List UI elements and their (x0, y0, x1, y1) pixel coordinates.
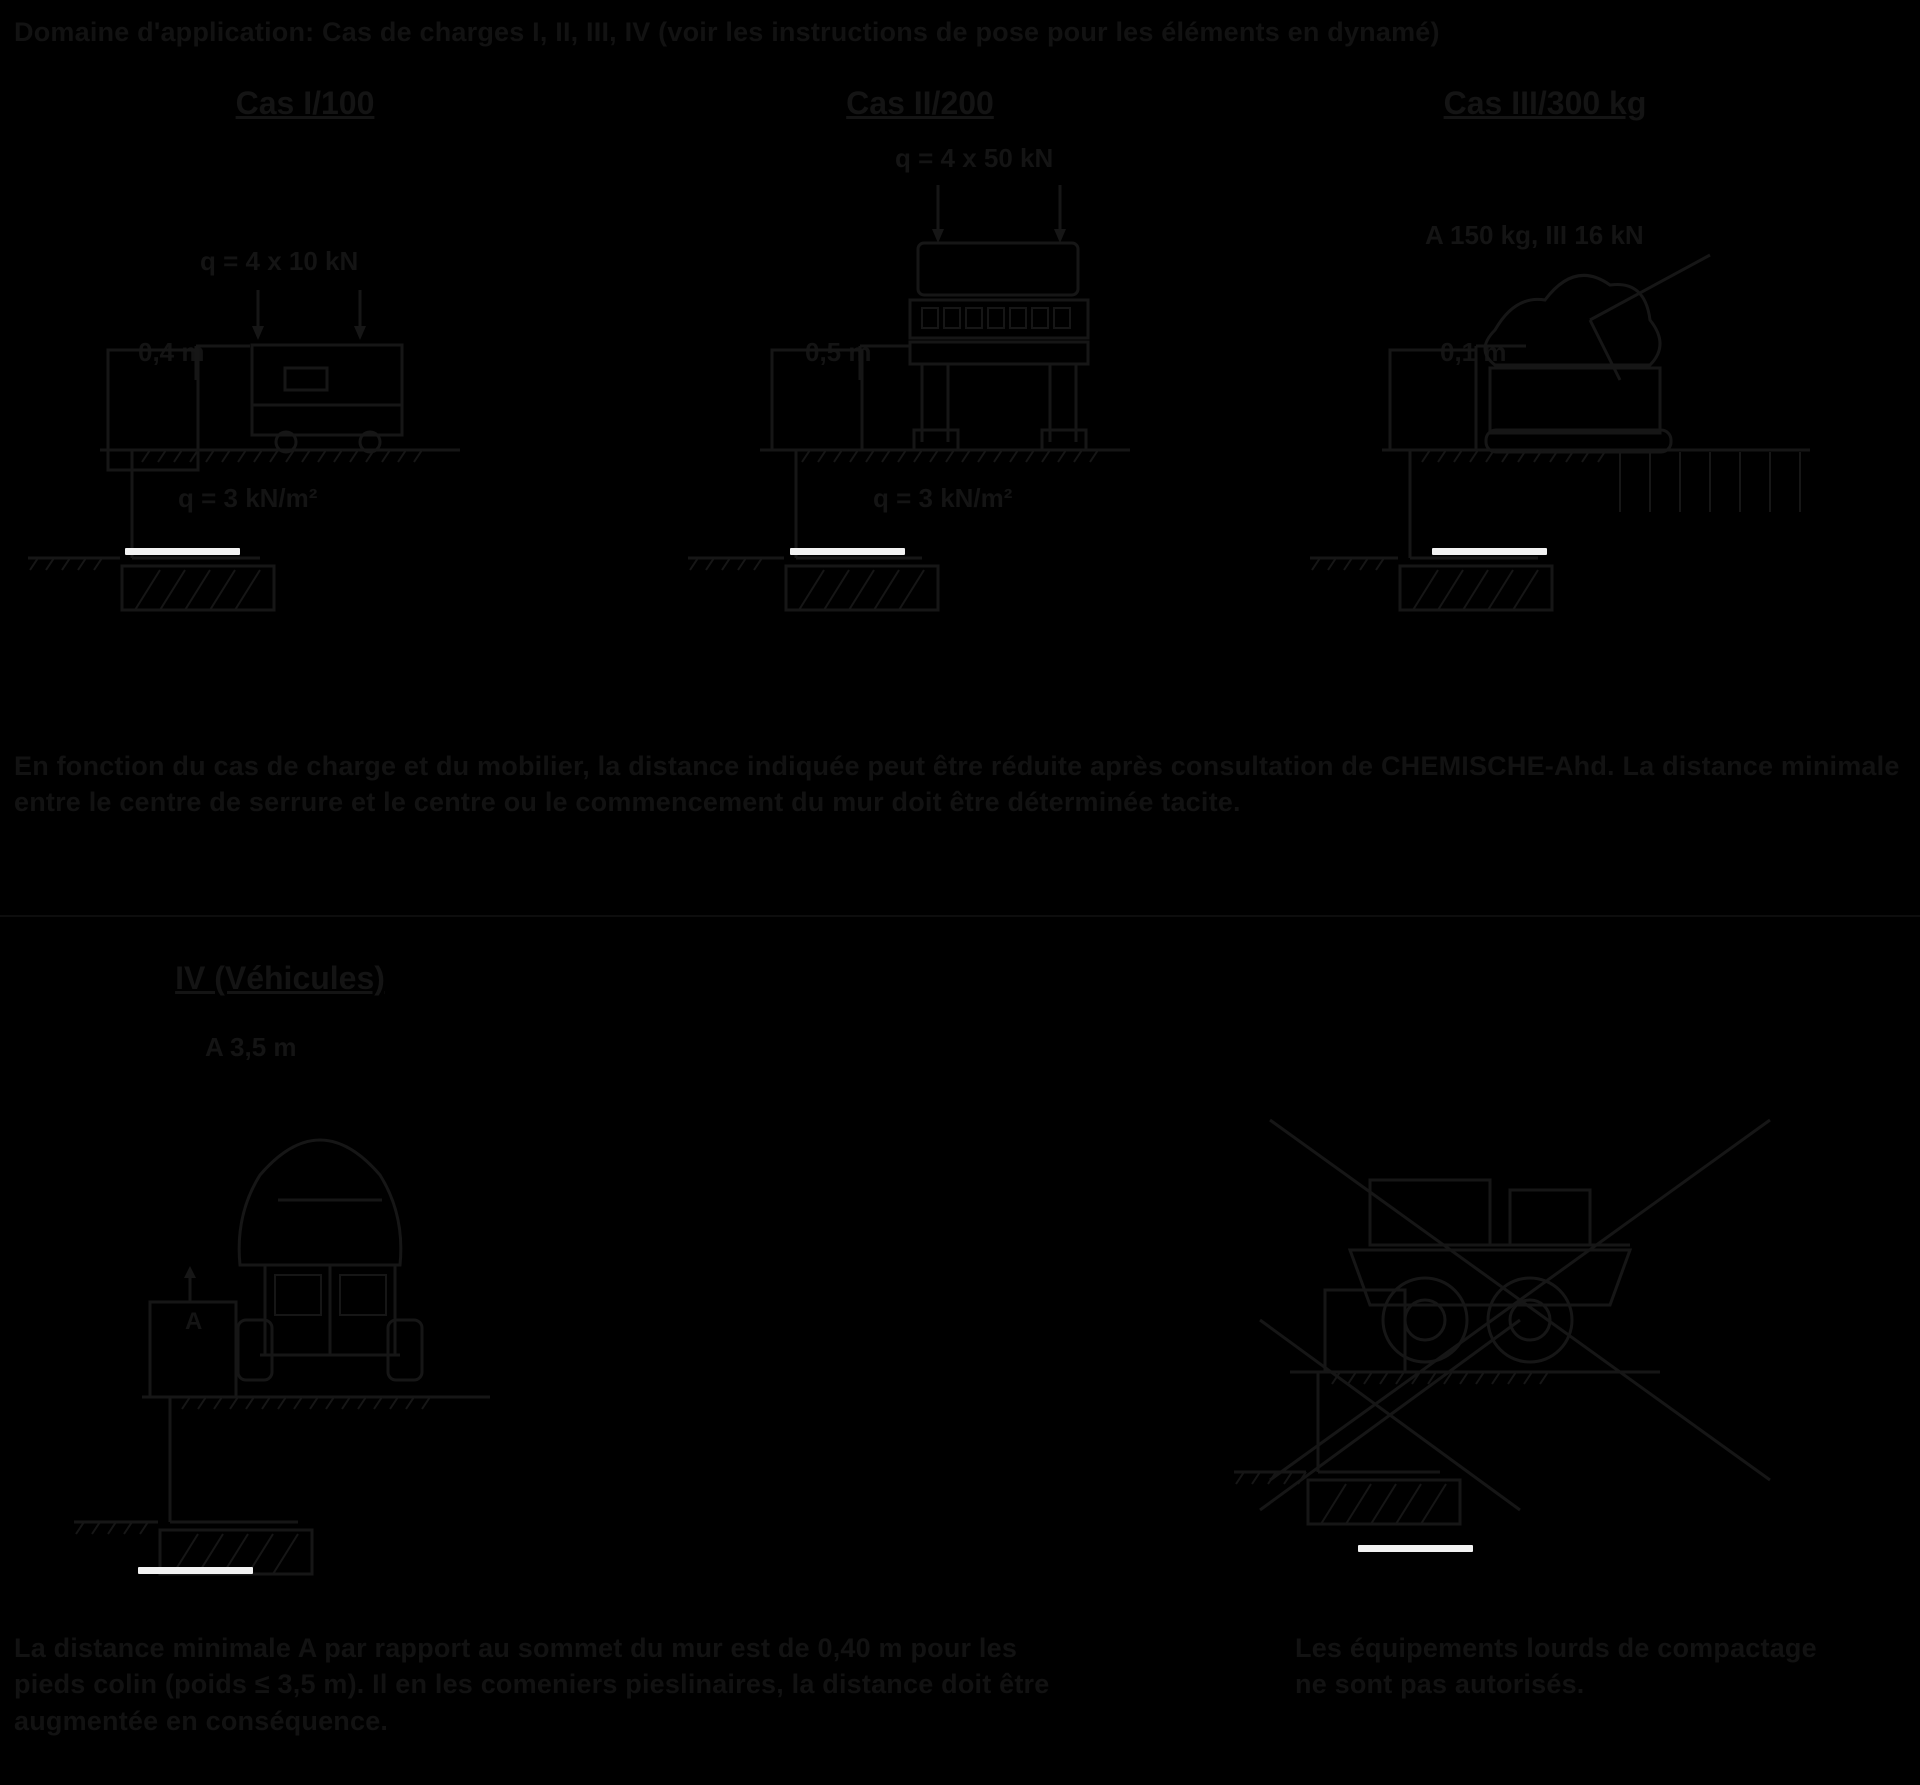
case-1-ground-label: q = 3 kN/m² (178, 483, 318, 513)
note-bottom-right: Les équipements lourds de compactage ne sont pas autorisés. (1295, 1633, 1825, 1700)
case-2-footing-highlight (790, 548, 905, 555)
case-1-height-label: 0,4 m (138, 337, 205, 367)
note-bottom-left: La distance minimale A par rapport au sommet du mur est de 0,40 m pour les pieds colin (poids ≤ 3,5 m). Il en les comeniers pieslinaires, la distance doit être augmentée en conséquence. (14, 1633, 1058, 1736)
case-2-ground-label: q = 3 kN/m² (873, 483, 1013, 513)
case-4-footing-highlight (138, 1567, 253, 1574)
case-1-title: Cas I/100 (235, 85, 375, 121)
note-middle: En fonction du cas de charge et du mobilier, la distance indiquée peut être réduite après consultation de CHEMISCHE-Ahd. La distance minimale entre le centre de serrure et le centre ou le commencement du mur doit être déterminée tacite. (14, 751, 1908, 818)
case-3-title: Cas III/300 kg (1443, 85, 1647, 121)
compactor-drawing (1230, 1090, 1850, 1610)
case-2-height-label: 0,5 m (805, 337, 872, 367)
case-1-load-label: q = 4 x 10 kN (200, 246, 359, 276)
case-2-drawing (660, 130, 1300, 620)
case-3-height-label: 0,1 m (1440, 337, 1507, 367)
case-3-load-label: A 150 kg, III 16 kN (1425, 220, 1644, 250)
case-1-footing-highlight (125, 548, 240, 555)
compactor-footing-highlight (1358, 1545, 1473, 1552)
case-4-title: IV (Véhicules) (175, 960, 385, 996)
case-4-drawing (60, 1070, 620, 1600)
case-4-height-label: A (185, 1308, 203, 1335)
case-3-drawing (1290, 130, 1920, 620)
section-divider (0, 915, 1920, 917)
case-2-load-label: q = 4 x 50 kN (895, 143, 1054, 173)
case-3-footing-highlight (1432, 548, 1547, 555)
case-2-title: Cas II/200 (846, 85, 994, 121)
case-4-load-label: A 3,5 m (205, 1032, 297, 1062)
intro-text: Domaine d'application: Cas de charges I, II, III, IV (voir les instructions de pose pour les éléments en dynamé) (14, 17, 1440, 47)
case-1-drawing (0, 130, 640, 620)
